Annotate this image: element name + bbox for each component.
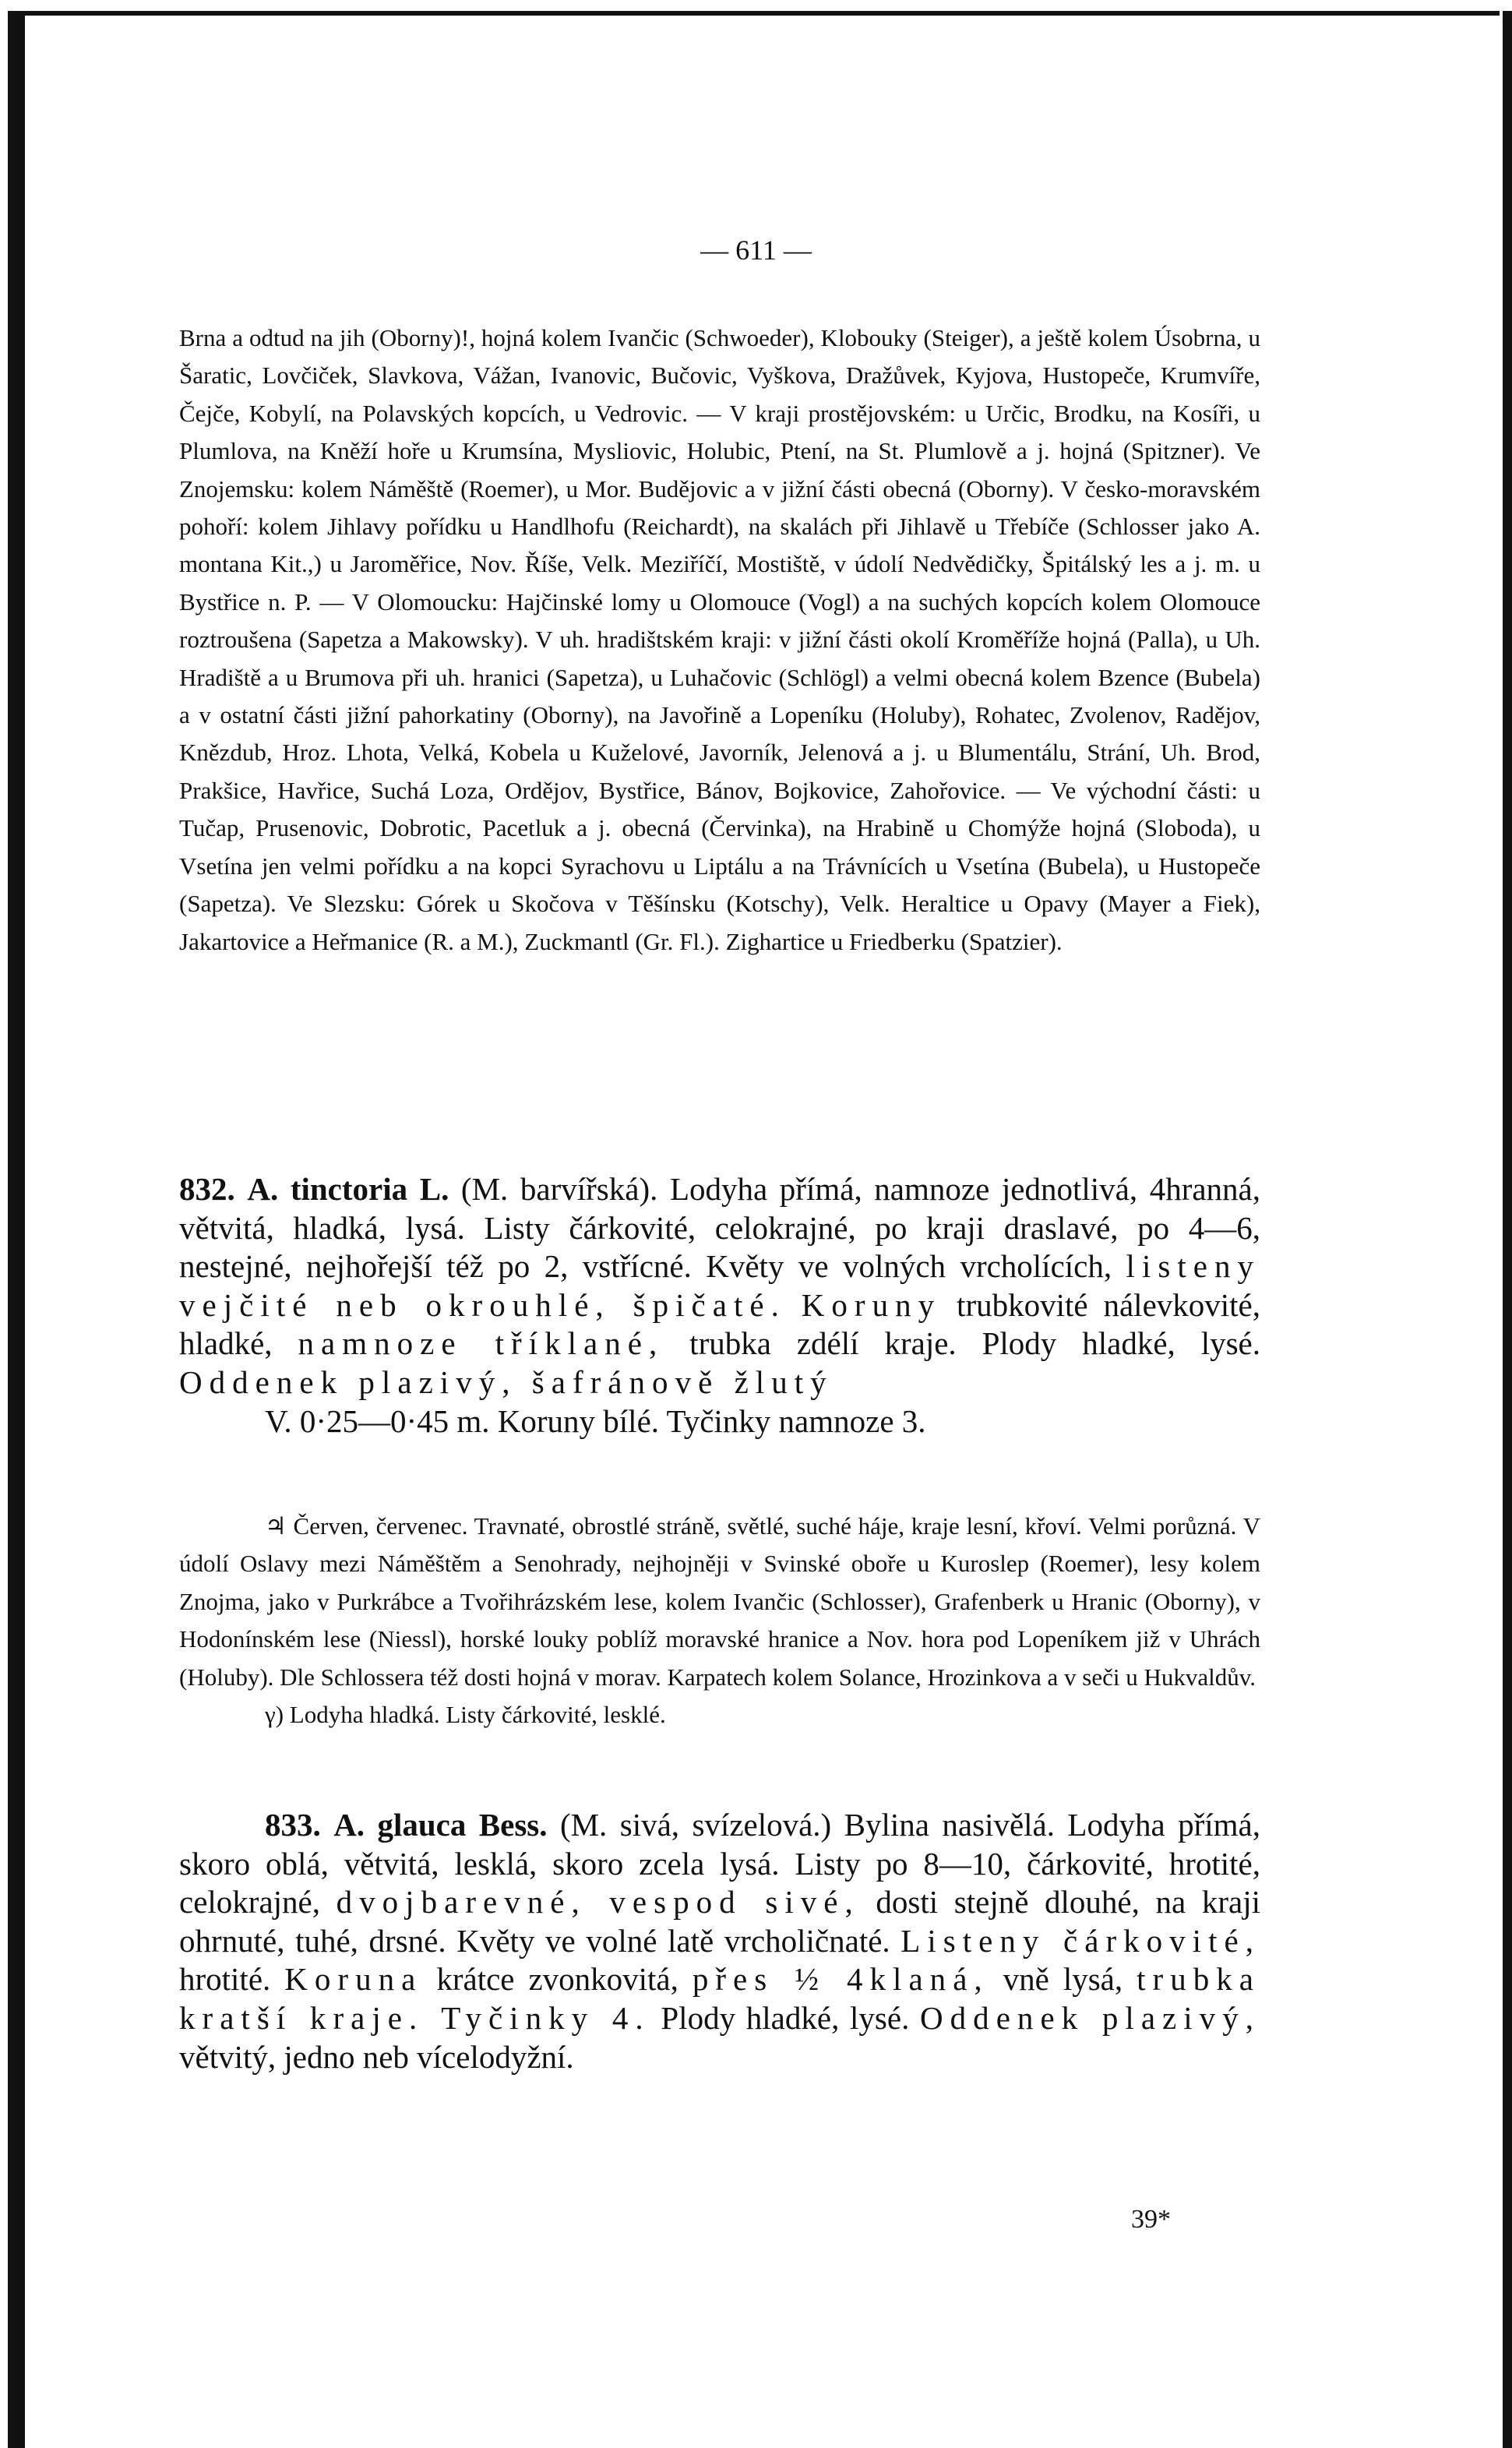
species-832-description <box>179 1170 1260 1402</box>
scan-border-left <box>8 11 25 2448</box>
species-832-variety-gamma: γ) Lodyha hladká. Listy čárkovité, lesklé. <box>265 1701 666 1729</box>
species-833-text-5: vně lysá, <box>989 1961 1137 1998</box>
species-833-number: 833. <box>265 1807 321 1843</box>
species-833-spaced-4: přes ½ 4klaná, <box>692 1961 989 1998</box>
species-832-spaced-4: Oddenek plazivý, šafránově žlutý <box>179 1363 834 1400</box>
species-833-name: A. glauca Bess. <box>333 1807 548 1843</box>
species-832-spaced-3: namnoze tříklané, <box>298 1325 664 1362</box>
species-832-measure: V. 0·25—0·45 m. Koruny bílé. Tyčinky namnoze 3. <box>265 1402 926 1439</box>
species-832-text-3: trubka zdélí kraje. Plody hladké, lysé. <box>664 1325 1261 1362</box>
species-833-spaced-3: Koruna <box>284 1961 423 1998</box>
species-833-text-1: (M. sivá, svízelová.) Bylina nasivělá. Lodyha přímá, skoro oblá, větvitá, lesklá, skoro zcela lysá. Listy po 8—10, čárkovité, hrotité, celokrajné, <box>179 1807 1260 1921</box>
species-832-text-2: trubkovité nálevkovité, hladké, <box>179 1286 1261 1362</box>
signature-mark: 39* <box>1131 2205 1171 2234</box>
page-number: — 611 — <box>700 235 812 266</box>
distribution-text: Brna a odtud na jih (Oborny)!, hojná kolem Ivančic (Schwoeder), Klobouky (Steiger), a ještě kolem Úsobrna, u Šaratic, Lovčiček, Slavkova, Vážan, Ivanovic, Bučovic, Vyškova, Dražůvek, Kyjova, Hustopeče, Krumvíře, Čejče, Kobylí, na Polavských kopcích, u Vedrovic. — V kraji prostějovském: u Určic, Brodku, na Kosíři, u Plumlova, na Kněží hoře u Krumsína, Mysliovic, Holubic, Ptení, na St. Plumlově a j. hojná (Spitzner). Ve Znojemsku: kolem Náměště (Roemer), u Mor. Budějovic a v jižní části obecná (Oborny). V česko-moravském pohoří: kolem Jihlavy pořídku u Handlhofu (Reichardt), na skalách při Jihlavě u Třebíče (Schlosser jako A. montana Kit.,) u Jaroměřice, Nov. Říše, Velk. Meziříčí, Mostiště, v údolí Nedvědičky, Špitálský les a j. m. u Bystřice n. P. — V Olomoucku: Hajčinské lomy u Olomouce (Vogl) a na suchých kopcích kolem Olomouce roztroušena (Sapetza a Makowsky). V uh. hradištském kraji: v jižní části okolí Kroměříže hojná (Palla), u Uh. Hradiště a u Brumova při uh. hranici (Sapetza), u Luhačovic (Schlögl) a velmi obecná kolem Bzence (Bubela) a v ostatní části jižní pahorkatiny (Oborny), na Javořině a Lopeníku (Holuby), Rohatec, Zvolenov, Radějov, Knězdub, Hroz. Lhota, Velká, Kobela u Kuželové, Javorník, Jelenová a j. u Blumentálu, Strání, Uh. Brod, Prakšice, Havřice, Suchá Loza, Ordějov, Bystřice, Bánov, Bojkovice, Zahořovice. — Ve východní části: u Tučap, Prusenovic, Dobrotic, Pacetluk a j. obecná (Červinka), na Hrabině u Chomýže hojná (Sloboda), u Vsetína jen velmi pořídku a na kopci Syrachovu u Liptálu a na Trávnících u Vsetína (Bubela), u Hustopeče (Sapetza). Ve Slezsku: Górek u Skočova v Těšínsku (Kotschy), Velk. Heraltice u Opavy (Mayer a Fiek), Jakartovice a Heřmanice (R. a M.), Zuckmantl (Gr. Fl.). Zighartice u Friedberku (Spatzier). <box>179 324 1260 955</box>
species-832-name: A. tinctoria L. <box>247 1171 449 1207</box>
scan-border-top <box>19 11 1500 16</box>
species-833-entry <box>179 1806 1260 2076</box>
species-833-spaced-2: Listeny čárkovité, <box>901 1922 1260 1959</box>
species-833-spaced-1: dvojbarevné, vespod sivé, <box>336 1884 860 1921</box>
species-833-text-6: Plody hladké, lysé. <box>650 1999 921 2036</box>
species-832-text-1: (M. barvířská). Lodyha přímá, namnoze jednotlivá, 4hranná, větvitá, hladká, lysá. Listy čárkovité, celokrajné, po kraji draslavé, po 4—6, nestejné, nejhořejší též po 2, vstřícné. Květy ve volných vrcholících, <box>179 1171 1261 1285</box>
species-832-habitat: ♃ Červen, červenec. Travnaté, obrostlé stráně, světlé, suché háje, kraje lesní, křoví. Velmi porůzná. V údolí Oslavy mezi Náměštěm a Senohrady, nejhojněji v Svinské oboře u Kuroslep (Roemer), lesy kolem Znojma, jako v Purkrábce a Tvořihrázském lese, kolem Ivančic (Schlosser), Grafenberk u Hranic (Oborny), v Hodonínském lese (Niessl), horské louky poblíž moravské hranice a Nov. hora pod Lopeníkem již v Uhrách (Holuby). Dle Schlossera též dosti hojná v morav. Karpatech kolem Solance, Hrozinkova a v seči u Hukvaldův. <box>179 1512 1260 1691</box>
species-832-number: 832. <box>179 1171 235 1207</box>
species-833-text-4: krátce zvonkovitá, <box>422 1961 693 1998</box>
species-833-text-3: hrotité. <box>179 1961 285 1998</box>
species-832-spaced-1: listeny vejčité neb okrouhlé, špičaté. <box>179 1248 1260 1323</box>
species-833-spaced-6: Oddenek plazivý, <box>920 1999 1260 2036</box>
distribution-paragraph <box>179 319 1260 961</box>
species-832-habitat-block <box>179 1508 1260 1734</box>
species-833-description <box>179 1806 1260 2076</box>
scan-border-right <box>1503 11 1512 2448</box>
species-833-spaced-5: trubka kratší kraje. Tyčinky 4. <box>179 1961 1260 2036</box>
species-832-entry <box>179 1170 1260 1441</box>
species-833-text-2: dosti stejně dlouhé, na kraji ohrnuté, tuhé, drsné. Květy ve volné latě vrcholičnaté. <box>179 1884 1260 1959</box>
species-832-spaced-2: Koruny <box>801 1286 942 1323</box>
species-833-text-7: větvitý, jedno neb vícelodyžní. <box>179 2038 574 2075</box>
